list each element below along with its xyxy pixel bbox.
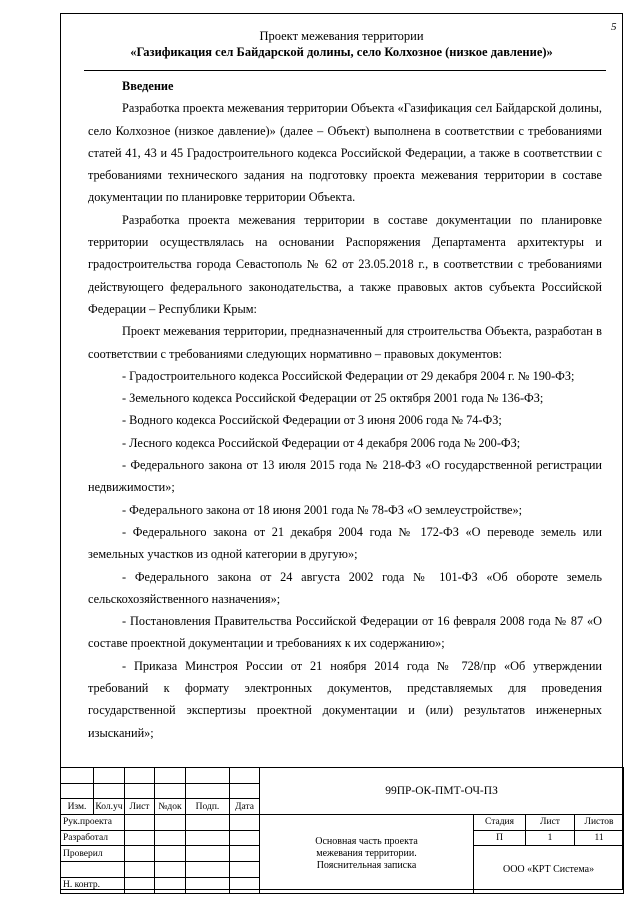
role-norm-control: Н. контр. bbox=[61, 877, 125, 893]
list-item: - Земельного кодекса Российской Федерации от 25 октября 2001 года № 136-ФЗ; bbox=[122, 391, 544, 406]
page-number: 5 bbox=[611, 21, 617, 33]
list-item: - Постановления Правительства Российской Федерации от 16 февраля 2008 года № 87 «О составе проектной документации и требованиях к их содержанию»; bbox=[88, 614, 602, 651]
sheet-label: Лист bbox=[526, 815, 575, 831]
col-header-quantity: Кол.уч bbox=[94, 799, 125, 815]
list-item: - Федерального закона от 18 июня 2001 года № 78-ФЗ «О землеустройстве»; bbox=[122, 502, 523, 517]
role-developer: Разработал bbox=[61, 830, 125, 846]
document-title-line: межевания территории. bbox=[316, 847, 417, 859]
list-item: - Водного кодекса Российской Федерации от 3 июня 2006 года № 74-ФЗ; bbox=[122, 413, 502, 428]
col-header-date: Дата bbox=[230, 799, 260, 815]
title-block-stamp bbox=[60, 767, 623, 890]
document-title-line: Основная часть проекта bbox=[315, 835, 418, 847]
col-header-signature: Подп. bbox=[186, 799, 230, 815]
col-header-sheet: Лист bbox=[125, 799, 155, 815]
list-item: - Приказа Минстроя России от 21 ноября 2014 года № 728/пр «Об утверждении требований к формату электронных документов, представляемых для проведения государственной экспертизы проектной документации и (или) результатов инженерных изысканий»; bbox=[88, 658, 602, 740]
document-code: 99ПР-ОК-ПМТ-ОЧ-ПЗ bbox=[260, 768, 624, 815]
document-title-line: Пояснительная записка bbox=[316, 859, 417, 871]
organization-name: ООО «КРТ Система» bbox=[474, 846, 624, 893]
role-project-lead: Рук.проекта bbox=[61, 815, 125, 831]
paragraph: Проект межевания территории, предназначенный для строительства Объекта, разработан в соответствии с требованиями следующих нормативно – правовых документов: bbox=[88, 324, 602, 361]
list-item: - Федерального закона от 21 декабря 2004 года № 172-ФЗ «О переводе земель или земельных участков из одной категории в другую»; bbox=[88, 524, 602, 562]
stage-label: Стадия bbox=[474, 815, 526, 831]
list-item: - Федерального закона от 13 июля 2015 года № 218-ФЗ «О государственной регистрации недвижимости»; bbox=[88, 458, 602, 495]
stage-value: П bbox=[474, 830, 526, 846]
sheets-label: Листов bbox=[575, 815, 624, 831]
role-checker: Проверил bbox=[61, 846, 125, 862]
col-header-doc-number: №док bbox=[155, 799, 186, 815]
col-header-change: Изм. bbox=[61, 799, 94, 815]
document-title bbox=[260, 815, 474, 893]
section-heading: Введение bbox=[122, 79, 174, 93]
list-item: - Градостроительного кодекса Российской Федерации от 29 декабря 2004 г. № 190-ФЗ; bbox=[122, 368, 575, 383]
header-line-1: Проект межевания территории bbox=[259, 29, 424, 43]
paragraph: Разработка проекта межевания территории в составе документации по планировке территории осуществлялась на основании Распоряжения Департамента архитектуры и градостроительства города Севастополь № 62 от 23.05.2018 г., в соответствии с требованиями действующего федерального законодательства, а также правовых актов субъекта Российской Федерации – Республики Крым: bbox=[88, 212, 602, 316]
list-item: - Федерального закона от 24 августа 2002 года № 101-ФЗ «Об обороте земель сельскохозяйственного назначения»; bbox=[88, 569, 602, 606]
paragraph: Разработка проекта межевания территории Объекта «Газификация сел Байдарской долины, село Колхозное (низкое давление)» (далее – Объект) выполнена в соответствии с требованиями статей 41, 43 и 45 Градостроительного кодекса Российской Федерации, а также в соответствии с требованиями технического задания на подготовку проекта межевания территории в составе документации по планировке территории Объекта. bbox=[88, 101, 602, 205]
list-item: - Лесного кодекса Российской Федерации от 4 декабря 2006 года № 200-ФЗ; bbox=[122, 435, 521, 450]
sheet-value: 1 bbox=[526, 830, 575, 846]
header-divider bbox=[84, 70, 606, 71]
sheets-value: 11 bbox=[575, 830, 624, 846]
document-body bbox=[88, 75, 602, 744]
header-line-2: «Газификация сел Байдарской долины, село Колхозное (низкое давление)» bbox=[130, 45, 553, 59]
